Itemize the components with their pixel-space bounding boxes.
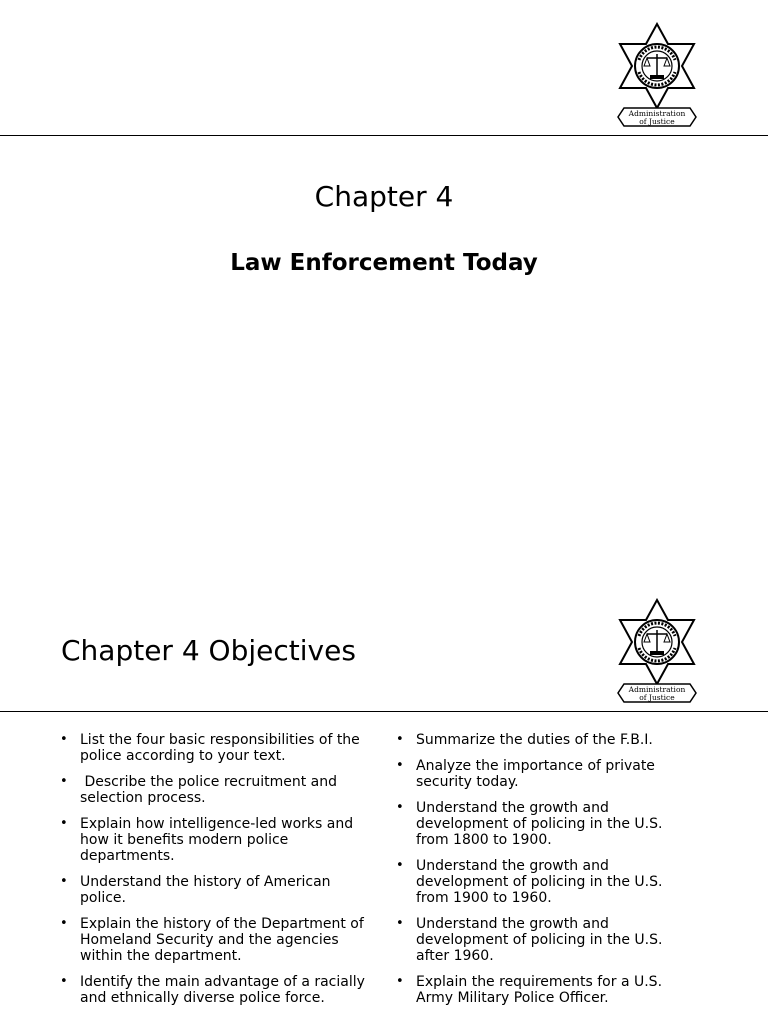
objective-item: • Identify the main advantage of a racially and ethnically diverse police force. <box>58 974 378 1006</box>
objective-item: • Understand the growth and development of policing in the U.S. after 1960. <box>394 916 694 964</box>
objective-item: • Summarize the duties of the F.B.I. <box>394 732 694 748</box>
header-divider <box>0 711 768 712</box>
star-badge-icon <box>610 598 704 708</box>
objective-item: • Analyze the importance of private security today. <box>394 758 694 790</box>
college-badge-logo <box>610 598 704 708</box>
badge-banner-line1: Administration <box>628 109 686 118</box>
objective-item: • List the four basic responsibilities of the police according to your text. <box>58 732 378 764</box>
objective-item: • Explain how intelligence-led works and how it benefits modern police departments. <box>58 816 378 864</box>
objectives-list-left <box>58 732 378 1016</box>
objective-item: • Understand the growth and development of policing in the U.S. from 1800 to 1900. <box>394 800 694 848</box>
objective-item: • Explain the history of the Department of Homeland Security and the agencies within the department. <box>58 916 378 964</box>
objectives-slide <box>0 576 768 1024</box>
badge-banner-line1: Administration <box>628 685 686 694</box>
objectives-title: Chapter 4 Objectives <box>61 634 356 667</box>
objectives-list-right <box>394 732 694 1016</box>
badge-banner-line2: of Justice <box>639 117 675 126</box>
objective-item: • Understand the growth and development of policing in the U.S. from 1900 to 1960. <box>394 858 694 906</box>
badge-banner-line2: of Justice <box>639 693 675 702</box>
header-divider <box>0 135 768 136</box>
objective-item: • Explain the requirements for a U.S. Army Military Police Officer. <box>394 974 694 1006</box>
objective-item: • Describe the police recruitment and selection process. <box>58 774 378 806</box>
objective-item: • Understand the history of American police. <box>58 874 378 906</box>
chapter-subtitle: Law Enforcement Today <box>230 250 538 276</box>
college-badge-logo <box>610 22 704 132</box>
chapter-title: Chapter 4 <box>314 180 454 213</box>
star-badge-icon <box>610 22 704 132</box>
